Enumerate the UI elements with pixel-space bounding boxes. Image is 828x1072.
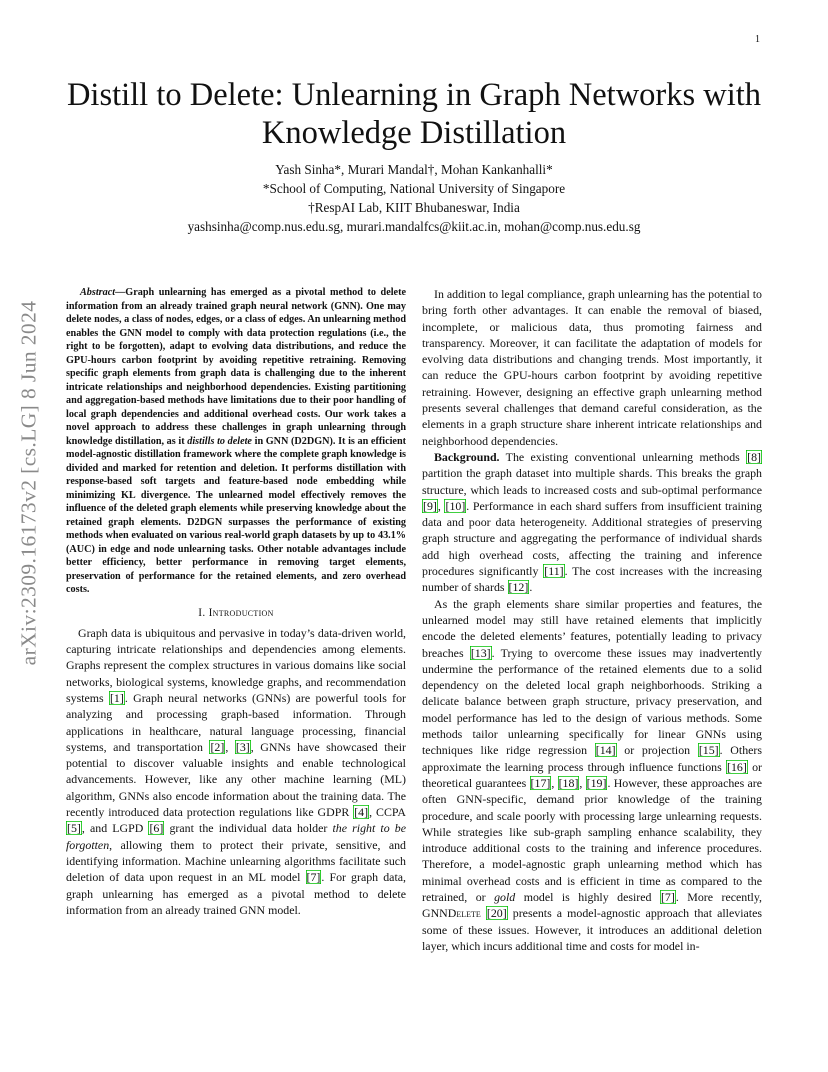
citation-link[interactable]: [17] bbox=[530, 775, 551, 790]
citation-link[interactable]: [20] bbox=[486, 906, 507, 921]
abstract-text-a: —Graph unlearning has emerged as a pivotal method to delete information from an already trained graph neural network (GNN). One may delete nodes, a class of nodes, edges, or a class of edges. An unlearning method enables the GNN model to comply with data protection regulations (i.e., the right to be forgotten), adapt to evolving data distributions, and reduce the GPU-hours carbon footprint by avoiding repetitive retraining. Removing specific graph elements from graph data is challenging due to the inherent intricate relationships and neighborhood dependencies. Existing partitioning and aggregation-based methods have limitations due to their poor handling of local graph dependencies and additional overhead costs. Our work takes a novel approach to address these challenges in graph unlearning through knowledge distillation, as it bbox=[66, 287, 406, 447]
citation-link[interactable]: [10] bbox=[445, 498, 466, 513]
left-column bbox=[66, 286, 406, 918]
citation-link[interactable]: [8] bbox=[747, 449, 761, 464]
intro-paragraph-4: As the graph elements share similar properties and features, the unlearned model may still have retained elements that implicitly encode the deleted elements’ features, potentially leading to privacy breaches [13]. Trying to overcome these issues may inadvertently undermine the performance of the retained elements due to a solid dependency on the deleted local graph neighborhoods. Striking a delicate balance between graph structure, privacy preservation, and model performance has led to the design of various methods. Some methods tailor unlearning specifically for linear GNNs using techniques like ridge regression [14] or projection [15]. Others approximate the learning process through influence functions [16] or theoretical guarantees [17], [18], [19]. However, these approaches are often GNN-specific, demand prior knowledge of the training procedure, and scale poorly with processing large unlearning requests. While strategies like sub-graph sampling enhance scalability, they introduce additional costs to the training and inference procedures. Therefore, a model-agnostic graph unlearning method which has minimal overhead costs and is efficient in time as compared to the retrained, or gold model is highly desired [7]. More recently, GNNDelete [20] presents a model-agnostic approach that alleviates some of these issues. However, it introduces an additional deletion layer, which incurs additional time and costs for model in- bbox=[422, 596, 763, 953]
section-heading-introduction bbox=[66, 605, 406, 621]
citation-link[interactable]: [19] bbox=[586, 775, 607, 790]
citation-link[interactable]: [2] bbox=[210, 739, 225, 754]
background-label: Background. bbox=[434, 449, 500, 464]
intro-paragraph-1: Graph data is ubiquitous and pervasive in today’s data-driven world, capturing intricate relationships and dependencies among elements. Graphs represent the complex structures in various domains like social networks, biological systems, knowledge graphs, and recommendation systems [1]. Graph neural networks (GNNs) are powerful tools for analyzing and processing graph-based information. Through applications in healthcare, natural language processing, financial systems, and transportation [2], [3], GNNs have showcased their potential to discover valuable insights and enable technological advancements. However, like any other machine learning (ML) algorithm, GNNs also encode information about the training data. The recently introduced data protection regulations like GDPR [4], CCPA [5], and LGPD [6] grant the individual data holder the right to be forgotten, allowing them to protect their private, sensitive, and identifying information. Machine unlearning algorithms facilitate such deletion of data upon request in an ML model [7]. For graph data, graph unlearning has emerged as a pivotal method to delete information from an already trained GNN model. bbox=[66, 625, 406, 917]
abstract bbox=[66, 286, 406, 597]
citation-link[interactable]: [9] bbox=[423, 498, 437, 513]
paper-title: Distill to Delete: Unlearning in Graph Networks with Knowledge Distillation bbox=[66, 77, 762, 151]
abstract-text-italic: distills to delete bbox=[187, 435, 252, 447]
abstract-label: Abstract bbox=[80, 287, 116, 298]
citation-link[interactable]: [15] bbox=[698, 743, 719, 758]
citation-link[interactable]: [11] bbox=[544, 564, 564, 579]
citation-link[interactable]: [12] bbox=[508, 580, 529, 595]
author-names: Yash Sinha*, Murari Mandal†, Mohan Kankanhalli* bbox=[275, 162, 553, 177]
citation-link[interactable]: [16] bbox=[726, 759, 747, 774]
intro-paragraph-2: In addition to legal compliance, graph unlearning has the potential to bring forth other advantages. It can enable the removal of biased, incomplete, or malicious data, thus promoting fairness and transparency. Moreover, it can facilitate the adaptation of models for evolving data distributions and changing trends. Most importantly, it can reduce the GPU-hours carbon footprint by avoiding repetitive retraining. However, designing an effective graph unlearning method presents several challenges that demand careful consideration, as the elements in a graph structure share inherent intricate relationships and neighborhood dependencies. bbox=[422, 287, 762, 448]
citation-link[interactable]: [3] bbox=[235, 739, 250, 754]
citation-link[interactable]: [1] bbox=[109, 690, 124, 705]
section-title: Introduction bbox=[208, 606, 274, 619]
citation-link[interactable]: [5] bbox=[67, 821, 81, 836]
author-emails: yashsinha@comp.nus.edu.sg, murari.mandalfcs@kiit.ac.in, mohan@comp.nus.edu.sg bbox=[187, 219, 641, 234]
citation-link[interactable]: [13] bbox=[470, 645, 491, 660]
section-number: I. bbox=[198, 606, 206, 619]
citation-link[interactable]: [18] bbox=[558, 775, 579, 790]
citation-link[interactable]: [6] bbox=[149, 821, 164, 836]
citation-link[interactable]: [7] bbox=[306, 870, 321, 885]
arxiv-identifier bbox=[8, 298, 50, 668]
author-block bbox=[60, 160, 768, 236]
arxiv-identifier-text: arXiv:2309.16173v2 [cs.LG] 8 Jun 2024 bbox=[16, 300, 41, 666]
citation-link[interactable]: [14] bbox=[595, 743, 616, 758]
citation-link[interactable]: [7] bbox=[660, 889, 675, 904]
citation-link[interactable]: [4] bbox=[354, 805, 369, 820]
right-column bbox=[422, 286, 762, 954]
intro-paragraph-background: Background. The existing conventional unlearning methods [8] partition the graph dataset into multiple shards. This breaks the graph structure, which leads to increased costs and sub-optimal performance [9], [10]. Performance in each shard suffers from insufficient training data and poor data heterogeneity. Additional strategies of preserving graph structure and aggregating the performance of individual shards add high overhead costs, affecting the training and inference procedures significantly [11]. The cost increases with the increasing number of shards [12]. bbox=[422, 449, 762, 595]
page-number: 1 bbox=[755, 34, 760, 45]
affiliation-kiit: †RespAI Lab, KIIT Bhubaneswar, India bbox=[308, 200, 520, 215]
affiliation-nus: *School of Computing, National University of Singapore bbox=[262, 181, 566, 196]
abstract-text-b: in GNN (D2DGN). It is an efficient model-agnostic distillation framework where the complete graph knowledge is divided and marked for retention and deletion. It performs distillation with response-based soft targets and feature-based node embedding while minimizing KL divergence. The unlearned model effectively removes the influence of the deleted graph elements while preserving knowledge about the retained graph elements. D2DGN surpasses the performance of existing methods when evaluated on various real-world graph datasets by up to 43.1% (AUC) in edge and node unlearning tasks. Other notable advantages include better efficiency, better performance in removing target elements, preservation of performance for the retained elements, and zero overhead costs. bbox=[66, 435, 407, 595]
